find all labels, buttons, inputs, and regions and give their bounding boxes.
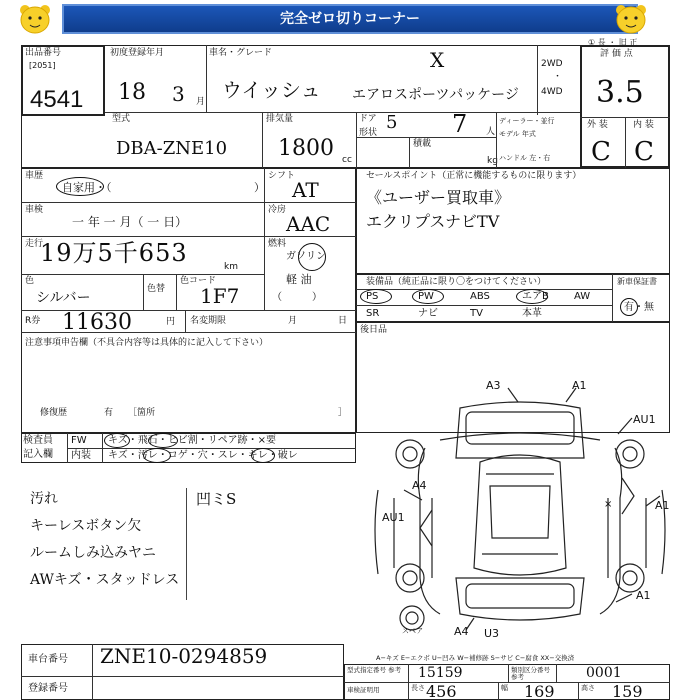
circle-mark	[412, 289, 444, 304]
inspector-interior: 内装	[71, 450, 91, 461]
fuel-label: 燃料	[268, 239, 287, 249]
circle-mark	[148, 433, 178, 448]
width-value: 169	[524, 682, 555, 700]
seats-value: 7	[452, 110, 468, 138]
warranty-value: 有・無	[624, 302, 654, 313]
equipment-item: AW	[574, 291, 591, 302]
mark-a4-bottom: A4	[454, 625, 469, 638]
mileage-value: 19万5千653	[40, 239, 188, 267]
bear-mascot-icon	[16, 2, 54, 36]
fuel-gas: ガソリン	[286, 251, 326, 262]
lot-label: 出品番号	[25, 48, 62, 58]
int-grade: C	[634, 137, 654, 167]
handwritten-note: 汚れ	[30, 491, 58, 507]
mark-a1-top: A1	[572, 379, 587, 392]
class-label: 類別区分番号 参考	[511, 666, 550, 681]
grade-mark: X	[430, 48, 445, 72]
load-label: 積載	[413, 139, 432, 149]
kg-unit: kg	[487, 156, 498, 166]
circle-mark	[360, 289, 392, 304]
repair-end: ］	[338, 408, 348, 418]
damage-legend: A−キズ E−エクボ U−凹み W−補修跡 S−サビ C−腐食 XX−交換済	[376, 654, 575, 662]
shift-label: シフト	[268, 171, 296, 181]
top-right-note: ① 長 ・ 旧 正	[588, 38, 638, 47]
equipment-item: エアB	[522, 291, 549, 302]
cert-label: 車検証明用	[347, 686, 380, 694]
circle-mark	[516, 289, 548, 304]
drive-dot: ・	[553, 72, 563, 82]
mark-u3: U3	[484, 627, 500, 640]
warranty-label: 新車保証書	[617, 277, 657, 286]
model-designation-value: 15159	[418, 665, 463, 681]
mileage-label: 走行	[25, 239, 44, 249]
width-label: 幅	[501, 684, 508, 692]
shaken-value: 一 年 一 月（ 一 日）	[72, 215, 188, 229]
mark-au1-right: AU1	[633, 413, 656, 426]
color-label: 色	[25, 276, 35, 286]
inspector-label-2: 記入欄	[23, 449, 53, 460]
length-value: 456	[426, 682, 457, 700]
length-label: 長さ	[411, 684, 425, 692]
equipment-item: ABS	[470, 291, 490, 302]
equipment-item: TV	[470, 308, 483, 319]
shape-label: 形状	[359, 128, 378, 138]
equipment-item: SR	[366, 308, 380, 319]
mark-a3: A3	[486, 379, 501, 392]
circle-mark	[298, 243, 326, 271]
height-value: 159	[612, 682, 643, 700]
grade: エアロスポーツパッケージ	[352, 87, 519, 103]
color-change-label: 色替	[147, 284, 166, 294]
repair-value: 有	[104, 408, 114, 418]
mark-a4-left: A4	[412, 479, 427, 492]
color-code-value: 1F7	[200, 284, 240, 308]
int-label: 内 装	[633, 120, 654, 130]
banner-title: 完全ゼロ切りコーナー	[62, 4, 638, 34]
doors-value: 5	[386, 112, 398, 133]
score-label: 評 価 点	[600, 49, 633, 59]
color-value: シルバー	[36, 290, 91, 306]
repair-bracket: ［箇所	[128, 408, 156, 418]
color-code-label: 色コード	[180, 276, 217, 286]
cc-unit: cc	[342, 155, 352, 165]
ext-label: 外 装	[587, 120, 608, 130]
equipment-item: PS	[366, 291, 379, 302]
inspector-label-1: 検査員	[23, 435, 53, 446]
model-designation-label: 型式指定番号 参考	[347, 666, 402, 674]
equipment-item: ナビ	[418, 308, 438, 319]
first-reg-label: 初度登録年月	[110, 48, 165, 58]
displacement-label: 排気量	[266, 114, 294, 124]
banner	[0, 0, 700, 38]
model-year-label: モデル 年式	[499, 130, 536, 138]
circle-mark	[56, 177, 104, 196]
km-unit: km	[224, 262, 238, 272]
car-name: ウイッシュ	[222, 78, 321, 102]
inspector-fw: FW	[71, 435, 87, 446]
notes-label: 注意事項申告欄（不具合内容等は具体的に記入して下さい）	[25, 338, 269, 348]
drive-4wd: 4WD	[541, 87, 563, 97]
fuel-diesel: 軽 油	[286, 273, 312, 286]
shaken-label: 車検	[25, 205, 44, 215]
mark-a1-low: A1	[636, 589, 651, 602]
first-reg-year: 18	[118, 80, 146, 105]
equipment-item: PW	[418, 291, 434, 302]
circle-mark	[251, 448, 275, 463]
insurance-month: 月	[288, 316, 298, 326]
insurance-day: 日	[338, 316, 348, 326]
mark-au1-left: AU1	[382, 511, 405, 524]
handwritten-note: AWキズ・スタッドレス	[30, 572, 180, 588]
handle-label: ハンドル 左・右	[499, 154, 551, 162]
mark-a1-right: A1	[655, 499, 670, 512]
lot-number: 4541	[30, 86, 84, 113]
aircon-label: 冷房	[268, 205, 287, 215]
drive-2wd: 2WD	[541, 59, 563, 69]
equipment-label: 装備品（純正品に限り〇をつけてください）	[366, 277, 547, 287]
dealer-label: ディーラー・並行	[499, 117, 555, 125]
first-reg-month: 3	[172, 82, 185, 106]
yen-unit: 円	[166, 317, 176, 327]
recycle-value: 11630	[62, 310, 132, 335]
insurance-label: 名変期限	[190, 316, 227, 326]
chassis-value: ZNE10-0294859	[100, 644, 268, 668]
repair-label: 修復歴	[40, 408, 68, 418]
sales-point-line1: 《ユーザー買取車》	[366, 188, 511, 207]
height-label: 高さ	[581, 684, 595, 692]
model-value: DBA-ZNE10	[116, 138, 228, 159]
lot-sub: [2051]	[29, 61, 56, 70]
handwritten-note: キーレスボタン欠	[30, 518, 142, 534]
doors-label: ドア	[359, 114, 377, 124]
seats-unit: 人	[486, 127, 496, 137]
shift-value: AT	[292, 178, 319, 202]
handwritten-right: 凹ミS	[196, 490, 237, 508]
history-value: 自家用・（	[62, 181, 112, 194]
circle-mark	[104, 433, 130, 448]
reg-label: 登録番号	[28, 683, 68, 694]
inspector-row2: キズ・汚レ・コゲ・穴・スレ・キレ・破レ	[108, 450, 298, 461]
rear-seat-label: 後日品	[360, 325, 388, 335]
fuel-paren: （ ）	[272, 292, 322, 303]
mark-spare: スペア	[402, 627, 423, 635]
aircon-value: AAC	[286, 212, 331, 236]
handwritten-note: ルームしみ込みヤニ	[30, 545, 156, 561]
mark-cross: ×	[604, 499, 613, 510]
sales-point-line2: エクリプスナビTV	[366, 212, 500, 231]
model-label: 型式	[112, 114, 131, 124]
bear-mascot-icon	[612, 2, 650, 36]
score-value: 3.5	[596, 75, 644, 110]
paren-close: ）	[254, 181, 265, 194]
ext-grade: C	[591, 137, 611, 167]
month-unit: 月	[196, 97, 206, 107]
name-grade-label: 車名・グレード	[209, 48, 273, 58]
history-label: 車歴	[25, 171, 44, 181]
circle-mark	[620, 298, 638, 316]
sales-point-label: セールスポイント（正常に機能するものに限ります）	[366, 171, 582, 181]
equipment-item: 本革	[522, 308, 542, 319]
recycle-label: R券	[25, 316, 41, 326]
inspector-row1: キズ・飛石・ヒビ割・リペア跡・×要	[108, 435, 276, 446]
class-value: 0001	[586, 665, 622, 681]
chassis-label: 車台番号	[28, 654, 68, 665]
displacement-value: 1800	[278, 136, 334, 161]
circle-mark	[143, 448, 171, 463]
